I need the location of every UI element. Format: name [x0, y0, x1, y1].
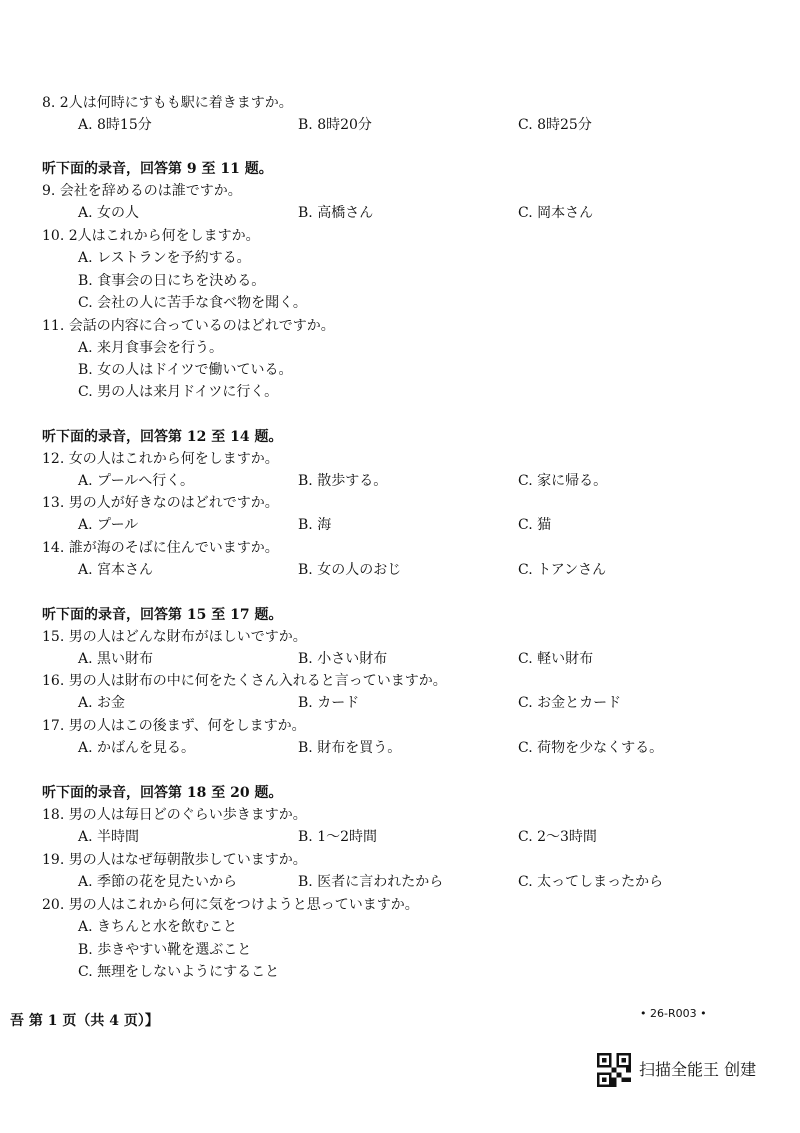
qr-code-icon	[597, 1053, 631, 1087]
option-14c: C. トアンさん	[518, 562, 607, 578]
question-16: 16. 男の人は財布の中に何をたくさん入れると言っていますか。	[42, 673, 447, 689]
option-14b: B. 女の人のおじ	[298, 562, 402, 578]
question-13: 13. 男の人が好きなのはどれですか。	[42, 495, 279, 511]
option-19a: A. 季節の花を見たいから	[78, 874, 238, 890]
option-13c: C. 猫	[518, 517, 552, 533]
option-8a: A. 8時15分	[78, 117, 152, 133]
option-12c: C. 家に帰る。	[518, 473, 608, 489]
option-17c: C. 荷物を少なくする。	[518, 740, 664, 756]
option-20b: B. 歩きやすい靴を選ぶこと	[78, 942, 252, 958]
question-12: 12. 女の人はこれから何をしますか。	[42, 451, 279, 467]
option-9c: C. 岡本さん	[518, 205, 594, 221]
option-18a: A. 半時間	[78, 829, 140, 845]
scanner-watermark	[597, 1052, 767, 1088]
option-11a: A. 来月食事会を行う。	[78, 340, 224, 356]
section-heading-15-17: 听下面的录音，回答第 15 至 17 题。	[42, 607, 283, 623]
option-12b: B. 散歩する。	[298, 473, 388, 489]
option-15c: C. 軽い財布	[518, 651, 594, 667]
option-14a: A. 宮本さん	[78, 562, 154, 578]
question-9: 9. 会社を辞めるのは誰ですか。	[42, 183, 242, 199]
option-15a: A. 黒い財布	[78, 651, 154, 667]
option-16c: C. お金とカード	[518, 695, 622, 711]
exam-code: • 26-R003 •	[640, 1007, 707, 1020]
option-10b: B. 食事会の日にちを決める。	[78, 273, 266, 289]
option-8c: C. 8時25分	[518, 117, 592, 133]
option-20c: C. 無理をしないようにすること	[78, 964, 280, 980]
question-10: 10. 2人はこれから何をしますか。	[42, 228, 260, 244]
option-8b: B. 8時20分	[298, 117, 372, 133]
question-11: 11. 会話の内容に合っているのはどれですか。	[42, 318, 335, 334]
option-17b: B. 財布を買う。	[298, 740, 402, 756]
option-18c: C. 2～3時間	[518, 829, 597, 845]
option-15b: B. 小さい財布	[298, 651, 388, 667]
option-9b: B. 高橋さん	[298, 205, 374, 221]
option-20a: A. きちんと水を飲むこと	[78, 919, 238, 935]
question-18: 18. 男の人は毎日どのぐらい歩きますか。	[42, 807, 307, 823]
option-18b: B. 1～2時間	[298, 829, 378, 845]
section-heading-9-11: 听下面的录音，回答第 9 至 11 题。	[42, 161, 273, 177]
question-15: 15. 男の人はどんな財布がほしいですか。	[42, 629, 307, 645]
page-number: 吾 第 1 页（共 4 页）】	[10, 1013, 159, 1029]
question-17: 17. 男の人はこの後まず、何をしますか。	[42, 718, 306, 734]
question-14: 14. 誰が海のそばに住んでいますか。	[42, 540, 279, 556]
option-11b: B. 女の人はドイツで働いている。	[78, 362, 293, 378]
option-12a: A. プールへ行く。	[78, 473, 195, 489]
scanner-label: 扫描全能王 创建	[639, 1060, 757, 1079]
option-10a: A. レストランを予約する。	[78, 250, 251, 266]
section-heading-12-14: 听下面的录音，回答第 12 至 14 题。	[42, 429, 283, 445]
option-9a: A. 女の人	[78, 205, 140, 221]
option-11c: C. 男の人は来月ドイツに行く。	[78, 384, 279, 400]
option-19c: C. 太ってしまったから	[518, 874, 664, 890]
option-16a: A. お金	[78, 695, 126, 711]
option-13b: B. 海	[298, 517, 332, 533]
question-20: 20. 男の人はこれから何に気をつけようと思っていますか。	[42, 897, 419, 913]
option-19b: B. 医者に言われたから	[298, 874, 444, 890]
section-heading-18-20: 听下面的录音，回答第 18 至 20 题。	[42, 785, 283, 801]
option-16b: B. カード	[298, 695, 360, 711]
option-17a: A. かばんを見る。	[78, 740, 196, 756]
option-10c: C. 会社の人に苦手な食べ物を聞く。	[78, 295, 307, 311]
option-13a: A. プール	[78, 517, 139, 533]
question-8: 8. 2人は何時にすもも駅に着きますか。	[42, 95, 293, 111]
question-19: 19. 男の人はなぜ毎朝散歩していますか。	[42, 852, 307, 868]
